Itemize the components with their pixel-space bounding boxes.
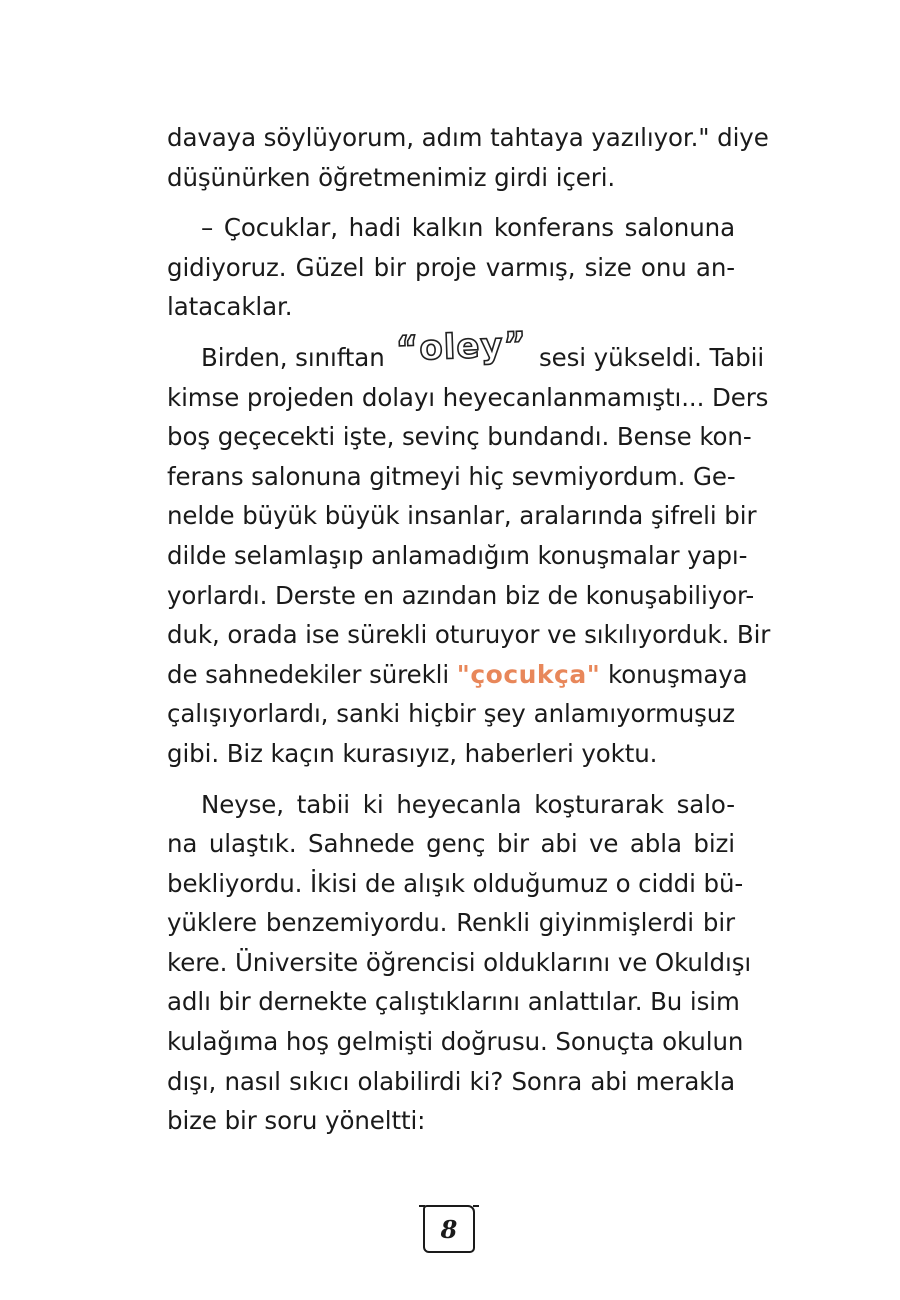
text-line	[167, 324, 765, 378]
text-line: – Çocuklar, hadi kalkın konferans salonuna	[201, 213, 735, 243]
paragraph-1	[167, 118, 769, 197]
text-line: ferans salonuna gitmeyi hiç sevmiyordum. Ge-	[167, 461, 736, 491]
text-line: bekliyordu. İkisi de alışık olduğumuz o ciddi bü-	[167, 868, 744, 898]
text-line: Neyse, tabii ki heyecanla koşturarak salo-	[201, 789, 735, 819]
paragraph-4	[167, 785, 752, 1141]
text-fragment: konuşmaya	[607, 659, 748, 689]
text-line: gidiyoruz. Güzel bir proje varmış, size onu an-	[167, 252, 735, 282]
page-number: 8	[423, 1205, 475, 1253]
text-line: düşünürken öğretmenimiz girdi içeri.	[167, 162, 616, 192]
text-fragment: de sahnedekiler sürekli	[167, 659, 450, 689]
text-line: yüklere benzemiyordu. Renkli giyinmişlerdi bir	[167, 908, 735, 938]
text-line: boş geçecekti işte, sevinç bundandı. Bense kon-	[167, 422, 752, 452]
page-body	[167, 118, 771, 1141]
text-fragment: sesi yükseldi. Tabii	[538, 342, 765, 372]
text-line: dışı, nasıl sıkıcı olabilirdi ki? Sonra abi merakla	[167, 1066, 735, 1096]
cocukca-highlight: "çocukça"	[456, 659, 601, 689]
paragraph-3	[167, 324, 771, 774]
text-line: duk, orada ise sürekli oturuyor ve sıkılıyorduk. Bir	[167, 620, 771, 650]
text-line: nelde büyük büyük insanlar, aralarında şifreli bir	[167, 501, 757, 531]
text-line: çalışıyorlardı, sanki hiçbir şey anlamıyormuşuz	[167, 699, 735, 729]
text-line: davaya söylüyorum, adım tahtaya yazılıyor." diye	[167, 123, 769, 152]
text-line: adlı bir dernekte çalıştıklarını anlattılar. Bu isim	[167, 987, 740, 1017]
text-line: latacaklar.	[167, 292, 293, 322]
text-line	[167, 655, 748, 695]
text-line: kere. Üniversite öğrencisi olduklarını ve Okuldışı	[167, 947, 752, 977]
text-line: na ulaştık. Sahnede genç bir abi ve abla bizi	[167, 829, 735, 859]
text-line: bize bir soru yöneltti:	[167, 1106, 426, 1136]
paragraph-2	[167, 208, 735, 327]
text-line: yorlardı. Derste en azından biz de konuşabiliyor-	[167, 580, 755, 610]
text-line: gibi. Biz kaçın kurasıyız, haberleri yoktu.	[167, 738, 658, 768]
text-fragment: Birden, sınıftan	[201, 342, 385, 372]
text-line: kulağıma hoş gelmişti doğrusu. Sonuçta okulun	[167, 1027, 744, 1057]
oley-exclamation: “oley”	[395, 324, 528, 370]
text-line: dilde selamlaşıp anlamadığım konuşmalar yapı-	[167, 540, 748, 570]
text-line: kimse projeden dolayı heyecanlanmamıştı... Ders	[167, 382, 769, 412]
